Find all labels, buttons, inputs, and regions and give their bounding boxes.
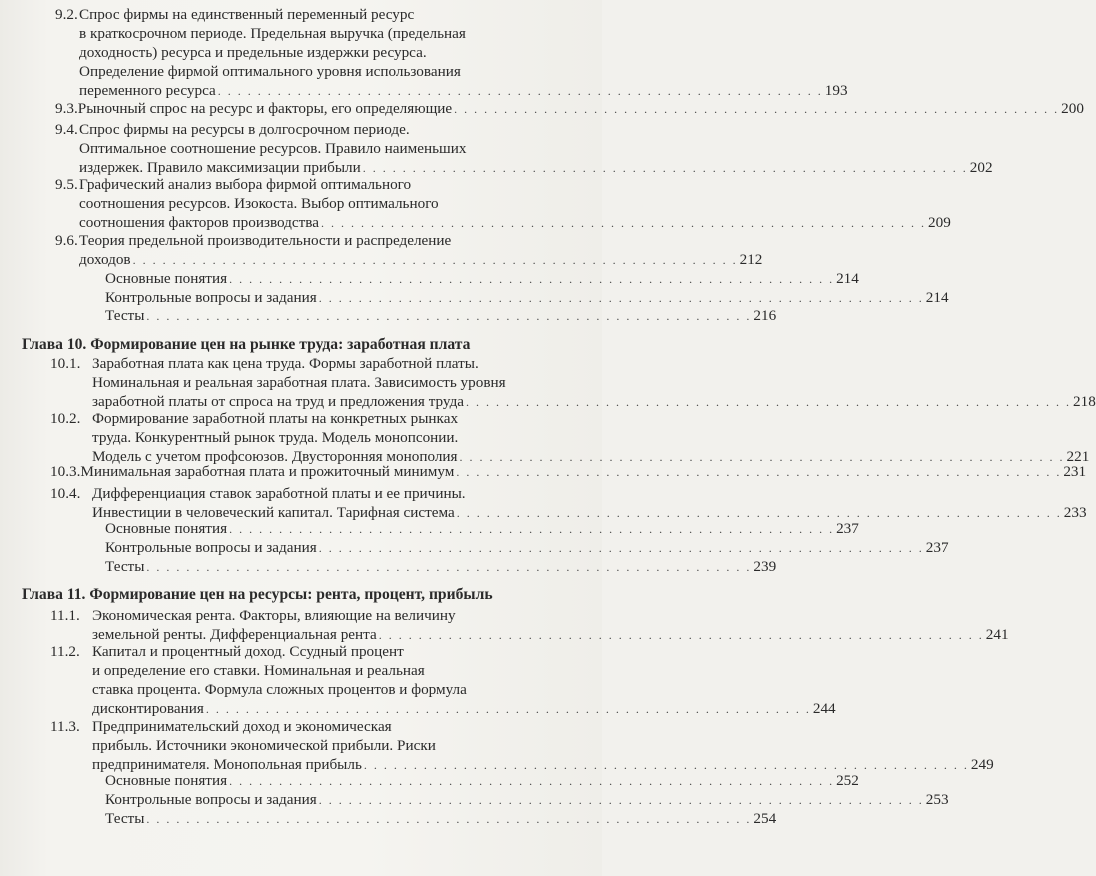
page-number: 252 <box>836 772 859 789</box>
section-title-text: Тесты <box>105 810 145 827</box>
section-title-text: Капитал и процентный доход. Ссудный процент <box>92 643 404 660</box>
toc-line <box>50 410 572 429</box>
section-title-text: Модель с учетом профсоюзов. Двусторонняя монополия <box>92 447 458 465</box>
section-title-text: Контрольные вопросы и задания <box>105 539 317 556</box>
page-number: 221 <box>1066 447 1090 465</box>
toc-line <box>50 681 572 700</box>
dot-leader: . . . . . . . . . . . . . . . . . . . . . . . . . . . . . . . . . . . . . . . . . . . . . . . . . . . . . . . . . . . . . <box>217 83 823 98</box>
dot-leader: . . . . . . . . . . . . . . . . . . . . . . . . . . . . . . . . . . . . . . . . . . . . . . . . . . . . . . . . . . . . . <box>229 774 835 788</box>
page-number: 231 <box>1063 463 1087 480</box>
toc-line <box>55 121 572 140</box>
toc-section-entry <box>55 176 951 233</box>
toc-section-entry <box>55 121 993 178</box>
toc-line <box>50 643 572 662</box>
section-number: 11.3. <box>50 718 80 735</box>
toc-line <box>50 662 572 681</box>
toc-line <box>50 718 572 737</box>
dot-leader: . . . . . . . . . . . . . . . . . . . . . . . . . . . . . . . . . . . . . . . . . . . . . . . . . . . . . . . . . . . . . <box>318 291 924 305</box>
page-number: 241 <box>985 625 1009 643</box>
toc-line <box>55 6 572 25</box>
dot-leader: . . . . . . . . . . . . . . . . . . . . . . . . . . . . . . . . . . . . . . . . . . . . . . . . . . . . . . . . . . . . . <box>378 627 984 642</box>
page-number: 200 <box>1061 100 1084 117</box>
toc-line <box>55 44 572 63</box>
toc-subsection-entry <box>105 307 777 326</box>
toc-line <box>50 737 572 756</box>
dot-leader: . . . . . . . . . . . . . . . . . . . . . . . . . . . . . . . . . . . . . . . . . . . . . . . . . . . . . . . . . . . . . <box>205 701 811 716</box>
toc-line <box>105 558 777 577</box>
dot-leader: . . . . . . . . . . . . . . . . . . . . . . . . . . . . . . . . . . . . . . . . . . . . . . . . . . . . . . . . . . . . . <box>456 465 1062 479</box>
section-title-text: соотношения факторов производства <box>79 213 319 231</box>
dot-leader: . . . . . . . . . . . . . . . . . . . . . . . . . . . . . . . . . . . . . . . . . . . . . . . . . . . . . . . . . . . . . <box>362 160 968 175</box>
toc-section-entry <box>50 718 994 775</box>
section-number: 9.3. <box>55 100 78 117</box>
toc-section-entry <box>50 355 1096 412</box>
section-title-text: Тесты <box>105 558 145 575</box>
chapter-heading: Глава 11. Формирование цен на ресурсы: рента, процент, прибыль <box>22 586 493 603</box>
toc-section-entry <box>50 643 836 719</box>
page-number: 254 <box>753 810 777 827</box>
dot-leader: . . . . . . . . . . . . . . . . . . . . . . . . . . . . . . . . . . . . . . . . . . . . . . . . . . . . . . . . . . . . . <box>146 309 752 323</box>
toc-line <box>55 195 572 214</box>
toc-line <box>55 250 763 270</box>
section-title-text: Теория предельной производительности и распределение <box>79 232 452 249</box>
section-title-text: прибыль. Источники экономической прибыли. Риски <box>92 736 436 754</box>
section-number: 9.4. <box>55 121 78 138</box>
section-number: 11.2. <box>50 643 80 660</box>
section-title-text: переменного ресурса <box>79 81 216 99</box>
section-number: 9.5. <box>55 176 78 193</box>
section-title-text: дисконтирования <box>92 699 204 717</box>
toc-line <box>105 520 859 539</box>
section-title-text: и определение его ставки. Номинальная и реальная <box>92 661 425 679</box>
toc-line <box>50 429 572 448</box>
section-title-text: Экономическая рента. Факторы, влияющие на величину <box>92 607 456 624</box>
toc-line <box>55 176 572 195</box>
toc-line <box>105 307 777 326</box>
toc-line <box>55 213 951 233</box>
section-number: 10.4. <box>50 485 81 502</box>
section-title-text: труда. Конкурентный рынок труда. Модель монопсонии. <box>92 428 459 446</box>
section-title-text: соотношения ресурсов. Изокоста. Выбор оптимального <box>79 194 439 212</box>
toc-line <box>105 772 859 791</box>
page-number: 212 <box>739 250 763 268</box>
toc-line <box>55 63 572 82</box>
section-number: 11.1. <box>50 607 80 624</box>
section-number: 9.2. <box>55 6 78 23</box>
toc-line <box>105 539 949 558</box>
toc-subsection-entry <box>105 558 777 577</box>
toc-section-entry <box>55 232 763 270</box>
toc-line <box>50 485 572 504</box>
section-title-text: Спрос фирмы на ресурсы в долгосрочном периоде. <box>79 121 410 138</box>
toc-line <box>105 270 859 289</box>
section-title-text: Основные понятия <box>105 520 228 537</box>
toc-line <box>50 374 572 393</box>
toc-line <box>50 625 1009 645</box>
section-title-text: Оптимальное соотношение ресурсов. Правило наименьших <box>79 139 467 157</box>
toc-subsection-entry <box>105 539 949 558</box>
section-title-text: доходов <box>79 250 131 268</box>
section-title-text: Определение фирмой оптимального уровня использования <box>79 62 461 80</box>
toc-section-entry <box>50 410 1090 467</box>
page-number: 202 <box>969 158 993 176</box>
section-title-text: Формирование заработной платы на конкретных рынках <box>92 410 459 427</box>
section-title-text: Основные понятия <box>105 270 228 287</box>
dot-leader: . . . . . . . . . . . . . . . . . . . . . . . . . . . . . . . . . . . . . . . . . . . . . . . . . . . . . . . . . . . . . <box>459 449 1065 464</box>
section-number: 10.3. <box>50 463 81 480</box>
toc-line <box>50 699 836 719</box>
dot-leader: . . . . . . . . . . . . . . . . . . . . . . . . . . . . . . . . . . . . . . . . . . . . . . . . . . . . . . . . . . . . . <box>146 812 752 826</box>
section-title-text: доходность) ресурса и предельные издержки ресурса. <box>79 43 427 61</box>
toc-section-entry <box>50 485 1087 523</box>
page-number: 214 <box>925 289 949 306</box>
section-title-text: Дифференциация ставок заработной платы и ее причины. <box>92 485 466 502</box>
page-number: 237 <box>925 539 949 556</box>
dot-leader: . . . . . . . . . . . . . . . . . . . . . . . . . . . . . . . . . . . . . . . . . . . . . . . . . . . . . . . . . . . . . <box>466 394 1072 409</box>
toc-line <box>50 355 572 374</box>
toc-subsection-entry <box>105 791 949 810</box>
page-number: 209 <box>928 213 951 231</box>
toc-subsection-entry <box>105 772 859 791</box>
dot-leader: . . . . . . . . . . . . . . . . . . . . . . . . . . . . . . . . . . . . . . . . . . . . . . . . . . . . . . . . . . . . . <box>318 541 924 555</box>
section-title-text: заработной платы от спроса на труд и предложения труда <box>92 392 465 410</box>
toc-subsection-entry <box>105 810 777 829</box>
toc-section-entry <box>50 607 1009 645</box>
section-title-text: Спрос фирмы на единственный переменный ресурс <box>79 6 415 23</box>
chapter-heading: Глава 10. Формирование цен на рынке труда: заработная плата <box>22 336 471 353</box>
dot-leader: . . . . . . . . . . . . . . . . . . . . . . . . . . . . . . . . . . . . . . . . . . . . . . . . . . . . . . . . . . . . . <box>229 272 835 286</box>
page-number: 253 <box>925 791 949 808</box>
toc-line <box>50 392 1096 412</box>
section-number: 10.2. <box>50 410 81 427</box>
page-number: 214 <box>836 270 859 287</box>
toc-section-entry <box>50 463 1087 482</box>
page-number: 216 <box>753 307 777 324</box>
dot-leader: . . . . . . . . . . . . . . . . . . . . . . . . . . . . . . . . . . . . . . . . . . . . . . . . . . . . . . . . . . . . . <box>321 215 926 230</box>
toc-subsection-entry <box>105 520 859 539</box>
toc-line <box>55 232 572 251</box>
section-title-text: Рыночный спрос на ресурс и факторы, его определяющие <box>77 100 453 117</box>
dot-leader: . . . . . . . . . . . . . . . . . . . . . . . . . . . . . . . . . . . . . . . . . . . . . . . . . . . . . . . . . . . . . <box>456 505 1062 520</box>
section-title-text: Тесты <box>105 307 145 324</box>
section-title-text: Минимальная заработная плата и прожиточный минимум <box>80 463 455 480</box>
dot-leader: . . . . . . . . . . . . . . . . . . . . . . . . . . . . . . . . . . . . . . . . . . . . . . . . . . . . . . . . . . . . . <box>132 252 738 267</box>
section-number: 9.6. <box>55 232 78 249</box>
toc-line <box>50 463 1087 482</box>
page-number: 193 <box>824 81 848 99</box>
page-number: 218 <box>1073 392 1096 410</box>
toc-section-entry <box>55 100 1084 119</box>
toc-line <box>105 810 777 829</box>
page-number: 239 <box>753 558 777 575</box>
toc-line <box>55 158 993 178</box>
toc-subsection-entry <box>105 289 949 308</box>
dot-leader: . . . . . . . . . . . . . . . . . . . . . . . . . . . . . . . . . . . . . . . . . . . . . . . . . . . . . . . . . . . . . <box>318 793 924 807</box>
page-number: 249 <box>970 755 994 773</box>
section-title-text: предпринимателя. Монопольная прибыль <box>92 755 362 773</box>
section-title-text: ставка процента. Формула сложных процентов и формула <box>92 680 467 698</box>
toc-line <box>55 81 848 101</box>
section-title-text: в краткосрочном периоде. Предельная выручка (предельная <box>79 24 466 42</box>
toc-line <box>105 791 949 810</box>
section-title-text: Номинальная и реальная заработная плата. Зависимость уровня <box>92 373 506 391</box>
section-number: 10.1. <box>50 355 81 372</box>
toc-line <box>55 100 1084 119</box>
dot-leader: . . . . . . . . . . . . . . . . . . . . . . . . . . . . . . . . . . . . . . . . . . . . . . . . . . . . . . . . . . . . . <box>146 560 752 574</box>
section-title-text: Контрольные вопросы и задания <box>105 791 317 808</box>
section-title-text: издержек. Правило максимизации прибыли <box>79 158 361 176</box>
toc-line <box>55 140 572 159</box>
section-title-text: Графический анализ выбора фирмой оптимального <box>79 176 412 193</box>
section-title-text: Основные понятия <box>105 772 228 789</box>
toc-line <box>50 607 572 626</box>
section-title-text: земельной ренты. Дифференциальная рента <box>92 625 377 643</box>
dot-leader: . . . . . . . . . . . . . . . . . . . . . . . . . . . . . . . . . . . . . . . . . . . . . . . . . . . . . . . . . . . . . <box>363 757 969 772</box>
toc-line <box>105 289 949 308</box>
page-number: 244 <box>812 699 836 717</box>
dot-leader: . . . . . . . . . . . . . . . . . . . . . . . . . . . . . . . . . . . . . . . . . . . . . . . . . . . . . . . . . . . . . <box>454 102 1060 116</box>
page-number: 233 <box>1063 503 1087 521</box>
page-number: 237 <box>836 520 859 537</box>
toc-line <box>55 25 572 44</box>
section-title-text: Контрольные вопросы и задания <box>105 289 317 306</box>
section-title-text: Заработная плата как цена труда. Формы заработной платы. <box>92 355 479 372</box>
dot-leader: . . . . . . . . . . . . . . . . . . . . . . . . . . . . . . . . . . . . . . . . . . . . . . . . . . . . . . . . . . . . . <box>229 522 835 536</box>
toc-subsection-entry <box>105 270 859 289</box>
toc-section-entry <box>55 6 848 100</box>
section-title-text: Предпринимательский доход и экономическая <box>92 718 392 735</box>
section-title-text: Инвестиции в человеческий капитал. Тарифная система <box>92 503 455 521</box>
